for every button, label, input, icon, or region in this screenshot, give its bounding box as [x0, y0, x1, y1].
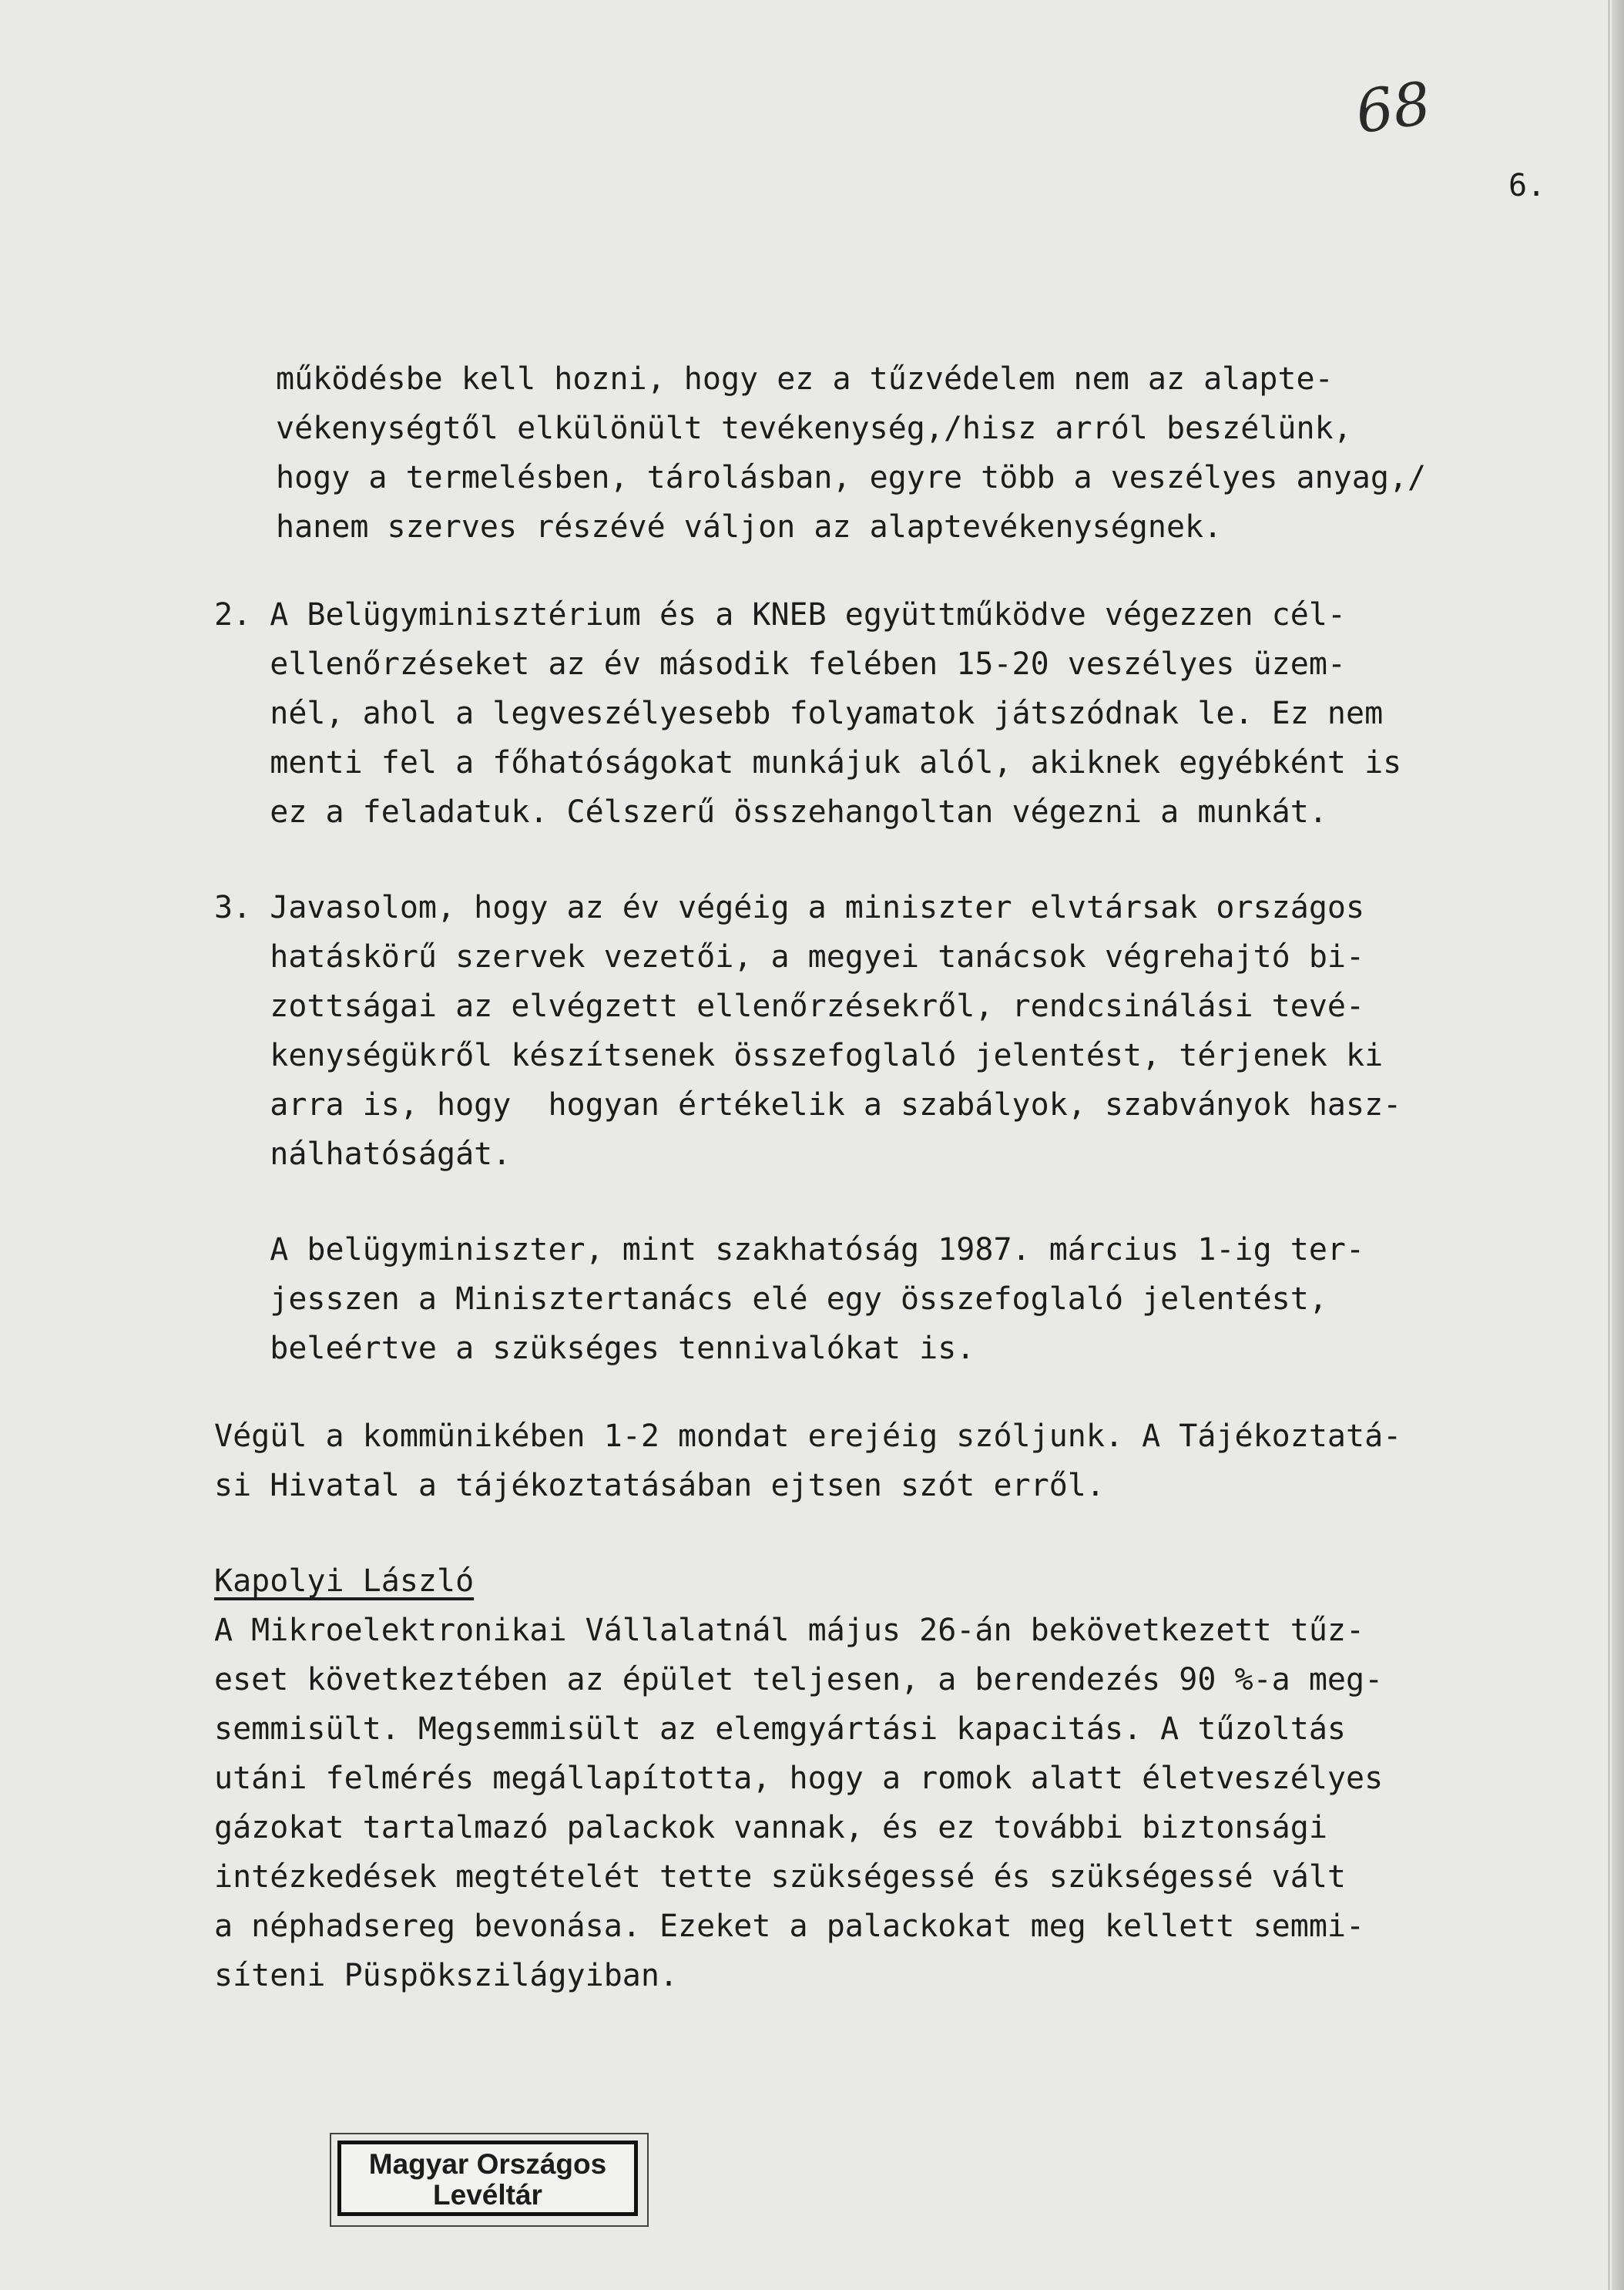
- numbered-item-3: [214, 883, 1539, 1179]
- text-line: 2. A Belügyminisztérium és a KNEB együttműködve végezzen cél-: [214, 597, 1347, 633]
- page-edge: [1612, 0, 1624, 2290]
- text-line: működésbe kell hozni, hogy ez a tűzvédelem nem az alapte-: [276, 361, 1334, 397]
- text-line: beleértve a szükséges tennivalókat is.: [214, 1331, 975, 1366]
- text-line: intézkedések megtételét tette szükségessé és szükségessé vált: [214, 1859, 1347, 1895]
- text-line: nálhatóságát.: [214, 1137, 512, 1172]
- archive-stamp: [337, 2141, 638, 2216]
- text-line: ellenőrzéseket az év második felében 15-20 veszélyes üzem-: [214, 646, 1347, 682]
- text-line: síteni Püspökszilágyiban.: [214, 1958, 679, 1993]
- paragraph-communique: [214, 1412, 1539, 1510]
- text-line: vékenységtől elkülönült tevékenység,/hisz arról beszélünk,: [276, 411, 1352, 446]
- text-line: gázokat tartalmazó palackok vannak, és ez további biztonsági: [214, 1810, 1327, 1845]
- text-line: ez a feladatuk. Célszerű összehangoltan végezni a munkát.: [214, 794, 1327, 830]
- numbered-item-2: [214, 590, 1539, 837]
- stamp-line-1: Magyar Országos: [368, 2148, 607, 2180]
- text-line: menti fel a főhatóságokat munkájuk alól, akiknek egyébként is: [214, 745, 1402, 781]
- text-line: semmisült. Megsemmisült az elemgyártási kapacitás. A tűzoltás: [214, 1711, 1347, 1747]
- text-line: a néphadsereg bevonása. Ezeket a palackokat meg kellett semmi-: [214, 1909, 1365, 1944]
- stamp-line-2: Levéltár: [433, 2179, 542, 2211]
- text-line: kenységükről készítsenek összefoglaló jelentést, térjenek ki: [214, 1038, 1384, 1073]
- text-line: si Hivatal a tájékoztatásában ejtsen szót erről.: [214, 1468, 1105, 1503]
- page-number: 6.: [1508, 168, 1546, 203]
- text-line: eset következtében az épület teljesen, a berendezés 90 %-a meg-: [214, 1662, 1384, 1697]
- text-line: hanem szerves részévé váljon az alaptevékenységnek.: [276, 509, 1223, 545]
- paragraph-1: [214, 354, 1539, 552]
- text-line: A Mikroelektronikai Vállalatnál május 26-án bekövetkezett tűz-: [214, 1613, 1365, 1648]
- paragraph-speaker-report: [214, 1606, 1539, 2000]
- text-line: Végül a kommünikében 1-2 mondat erejéig szóljunk. A Tájékoztatá-: [214, 1419, 1402, 1454]
- text-line: jesszen a Minisztertanács elé egy összefoglaló jelentést,: [214, 1281, 1327, 1317]
- text-line: hatáskörű szervek vezetői, a megyei tanácsok végrehajtó bi-: [214, 939, 1365, 975]
- paragraph-interior-minister: [214, 1225, 1539, 1373]
- document-body: [214, 354, 1539, 2000]
- text-line: hogy a termelésben, tárolásban, egyre több a veszélyes anyag,/: [276, 460, 1427, 495]
- page-edge-line: [1608, 0, 1610, 2290]
- text-line: arra is, hogy hogyan értékelik a szabályok, szabványok hasz-: [214, 1087, 1402, 1123]
- speaker-name: Kapolyi László: [214, 1563, 475, 1599]
- text-line: A belügyminiszter, mint szakhatóság 1987. március 1-ig ter-: [214, 1232, 1365, 1268]
- text-line: zottságai az elvégzett ellenőrzésekről, rendcsinálási tevé-: [214, 989, 1365, 1024]
- text-line: nél, ahol a legveszélyesebb folyamatok játszódnak le. Ez nem: [214, 696, 1384, 731]
- handwritten-page-number: 68: [1351, 68, 1435, 147]
- text-line: 3. Javasolom, hogy az év végéig a miniszter elvtársak országos: [214, 890, 1365, 925]
- text-line: utáni felmérés megállapította, hogy a romok alatt életveszélyes: [214, 1761, 1384, 1796]
